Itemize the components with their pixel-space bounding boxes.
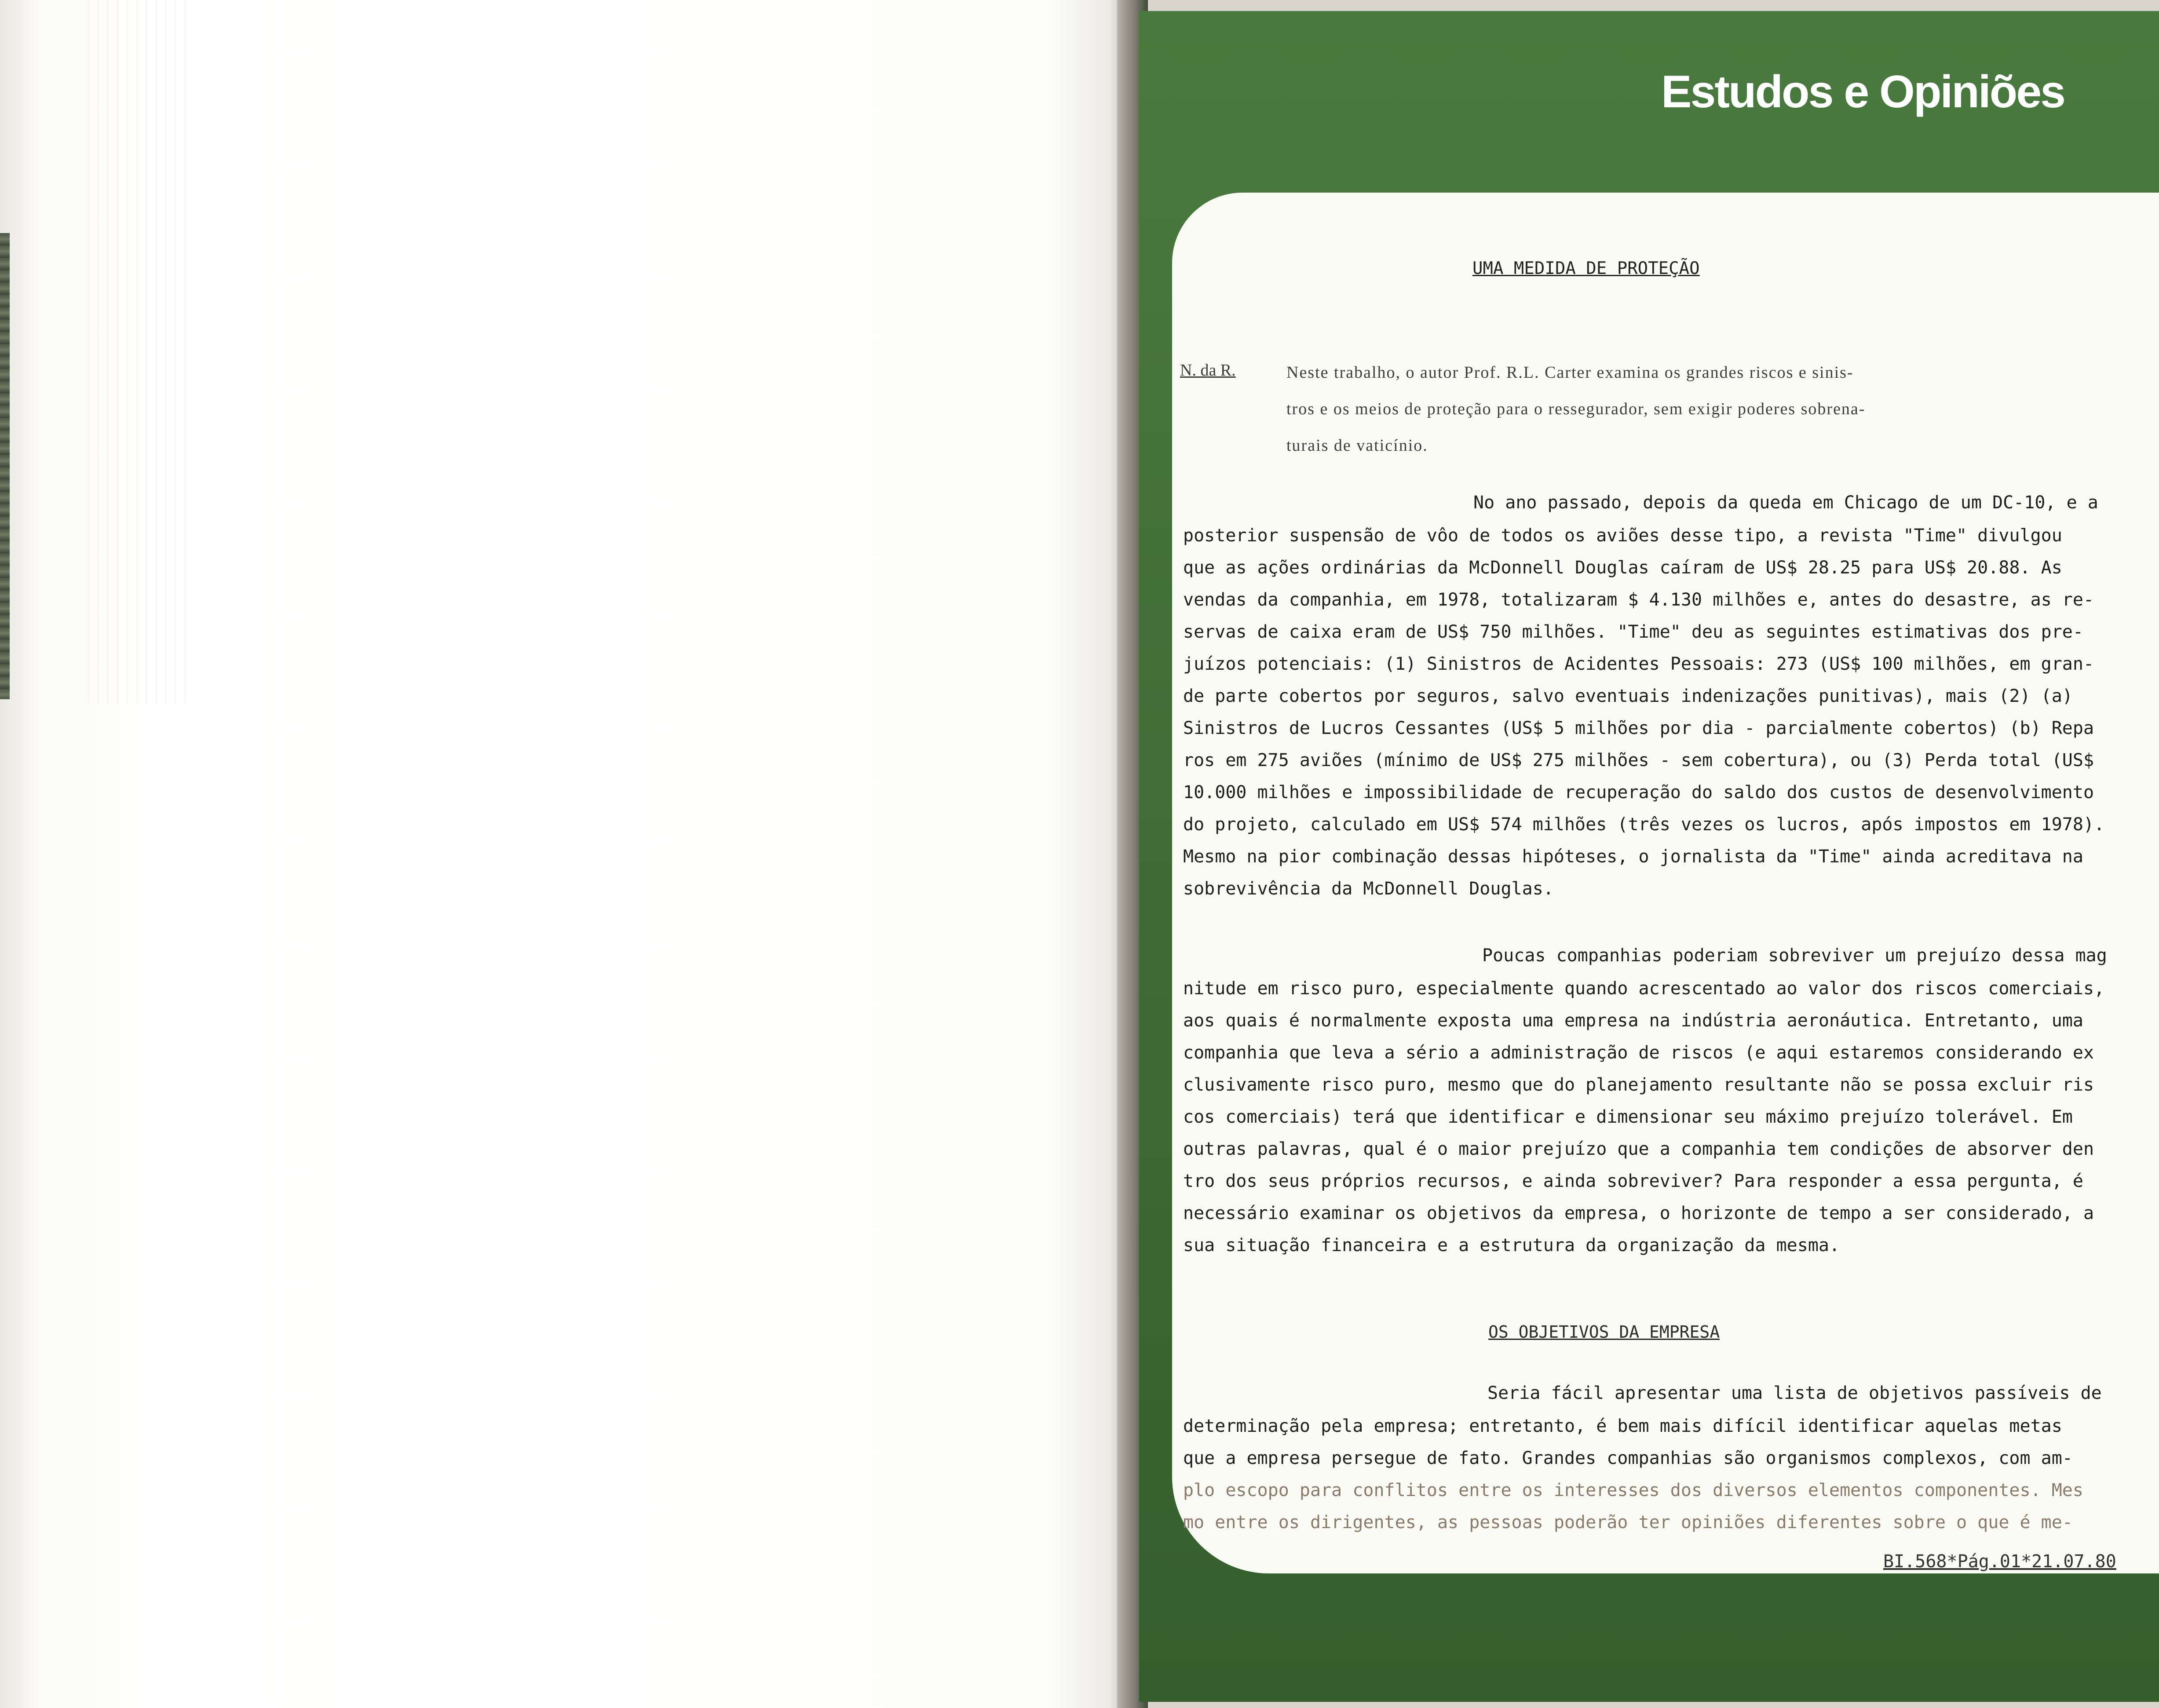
paragraph-line: clusivamente risco puro, mesmo que do planejamento resultante não se possa excluir ris — [1183, 1075, 2094, 1095]
paragraph-line: juízos potenciais: (1) Sinistros de Acidentes Pessoais: 273 (US$ 100 milhões, em gran- — [1183, 654, 2094, 674]
paragraph-line: sobrevivência da McDonnell Douglas. — [1183, 879, 1554, 899]
paragraph-line: Mesmo na pior combinação dessas hipóteses, o jornalista da "Time" ainda acreditava na — [1183, 847, 2083, 867]
page-edge-lines — [88, 0, 189, 704]
paragraph-line: ros em 275 aviões (mínimo de US$ 275 milhões - sem cobertura), ou (3) Perda total (US$ — [1183, 750, 2094, 770]
section-subtitle: OS OBJETIVOS DA EMPRESA — [1488, 1322, 1720, 1342]
paragraph-line: tro dos seus próprios recursos, e ainda sobreviver? Para responder a essa pergunta, é — [1183, 1171, 2083, 1191]
paragraph-line: posterior suspensão de vôo de todos os aviões desse tipo, a revista "Time" divulgou — [1183, 526, 2062, 546]
paragraph-line: sua situação financeira e a estrutura da organização da mesma. — [1183, 1235, 1840, 1255]
paragraph-line: 10.000 milhões e impossibilidade de recuperação do saldo dos custos de desenvolvimento — [1183, 782, 2094, 803]
editor-note-line: turais de vaticínio. — [1286, 436, 1428, 455]
paragraph-line: Poucas companhias poderiam sobreviver um prejuízo dessa mag — [1482, 945, 2107, 966]
paragraph-line: Seria fácil apresentar uma lista de objetivos passíveis de — [1487, 1383, 2102, 1403]
editor-note-label: N. da R. — [1180, 361, 1236, 380]
paragraph-line: No ano passado, depois da queda em Chicago de um DC-10, e a — [1473, 493, 2098, 513]
paragraph-line: Sinistros de Lucros Cessantes (US$ 5 milhões por dia - parcialmente cobertos) (b) Repa — [1183, 718, 2094, 738]
paragraph-line: que as ações ordinárias da McDonnell Douglas caíram de US$ 28.25 para US$ 20.88. As — [1183, 558, 2062, 578]
article-title: UMA MEDIDA DE PROTEÇÃO — [1472, 259, 1700, 278]
paragraph-line: de parte cobertos por seguros, salvo eventuais indenizações punitivas), mais (2) (a) — [1183, 686, 2073, 706]
paragraph-line: necessário examinar os objetivos da empresa, o horizonte de tempo a ser considerado, a — [1183, 1203, 2094, 1223]
paragraph-line: aos quais é normalmente exposta uma empresa na indústria aeronáutica. Entretanto, uma — [1183, 1011, 2083, 1031]
paragraph-line: do projeto, calculado em US$ 574 milhões (três vezes os lucros, após impostos em 1978). — [1183, 814, 2105, 835]
paragraph-line: companhia que leva a sério a administração de riscos (e aqui estaremos considerando ex — [1183, 1043, 2094, 1063]
paragraph-line: cos comerciais) terá que identificar e dimensionar seu máximo prejuízo tolerável. Em — [1183, 1107, 2073, 1127]
paragraph-line: plo escopo para conflitos entre os interesses dos diversos elementos componentes. Mes — [1183, 1480, 2083, 1500]
editor-note-line: tros e os meios de proteção para o ressegurador, sem exigir poderes sobrena- — [1286, 400, 1866, 418]
paragraph-line: vendas da companhia, em 1978, totalizaram $ 4.130 milhões e, antes do desastre, as re- — [1183, 590, 2094, 610]
paragraph-line: mo entre os dirigentes, as pessoas poderão ter opiniões diferentes sobre o que é me- — [1183, 1512, 2073, 1533]
paragraph-line: servas de caixa eram de US$ 750 milhões. "Time" deu as seguintes estimativas dos pre- — [1183, 622, 2083, 642]
paragraph-line: nitude em risco puro, especialmente quando acrescentado ao valor dos riscos comerciais, — [1183, 978, 2105, 999]
page-reference: BI.568*Pág.01*21.07.80 — [1883, 1551, 2116, 1572]
paragraph-line: que a empresa persegue de fato. Grandes companhias são organismos complexos, com am- — [1183, 1448, 2073, 1468]
paragraph-line: outras palavras, qual é o maior prejuízo que a companhia tem condições de absorver den — [1183, 1139, 2094, 1159]
editor-note-line: Neste trabalho, o autor Prof. R.L. Carter examina os grandes riscos e sinis- — [1286, 363, 1854, 382]
paragraph-line: determinação pela empresa; entretanto, é bem mais difícil identificar aquelas metas — [1183, 1416, 2062, 1436]
section-title: Estudos e Opiniões — [1661, 66, 2064, 117]
left-edge-strip — [0, 233, 10, 699]
